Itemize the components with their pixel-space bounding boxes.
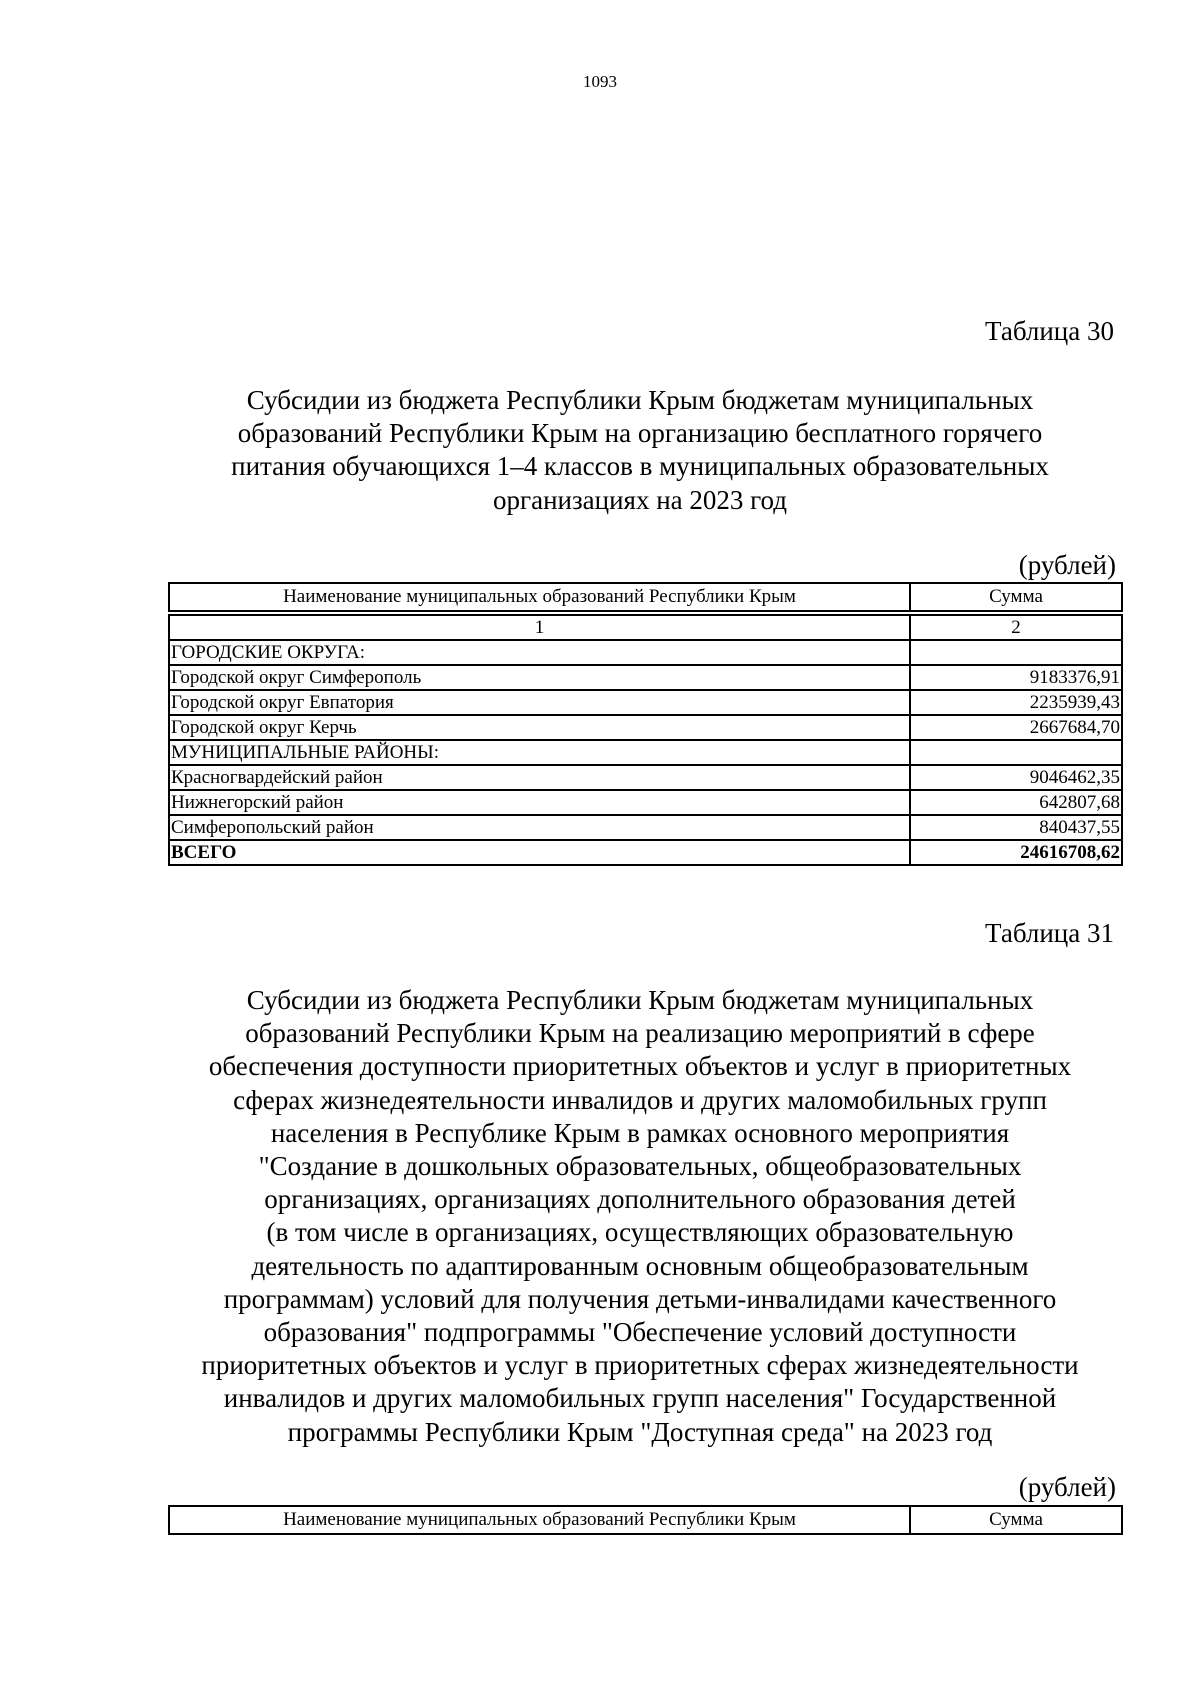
title-line: населения в Республике Крым в рамках основного мероприятия [270, 1117, 1010, 1148]
column-number: 2 [910, 615, 1122, 640]
table-header-row [169, 1506, 1122, 1534]
column-number: 1 [169, 615, 910, 640]
row-sum: 840437,55 [910, 815, 1122, 840]
table-row [169, 740, 1122, 765]
header-sum: Сумма [910, 1506, 1122, 1534]
page-number: 1093 [583, 72, 617, 91]
column-number-row [169, 615, 1122, 640]
total-row [169, 840, 1122, 865]
header-sum: Сумма [910, 583, 1122, 611]
title-line: инвалидов и других маломобильных групп населения" Государственной [223, 1383, 1057, 1414]
title-line: питания обучающихся 1–4 классов в муниципальных образовательных [231, 451, 1049, 482]
row-name: Нижнегорский район [169, 790, 910, 815]
title-line: образования" подпрограммы "Обеспечение условий доступности [263, 1317, 1017, 1348]
row-name: Симферопольский район [169, 815, 910, 840]
table-header-row [169, 583, 1122, 611]
table-31-unit: (рублей) [1018, 1472, 1116, 1502]
title-line: приоритетных объектов и услуг в приоритетных сферах жизнедеятельности [201, 1350, 1079, 1381]
table-row [169, 765, 1122, 790]
row-sum [910, 640, 1122, 665]
title-line: программы Республики Крым "Доступная среда" на 2023 год [287, 1416, 993, 1447]
title-line: "Создание в дошкольных образовательных, общеобразовательных [258, 1151, 1022, 1182]
header-name: Наименование муниципальных образований Республики Крым [169, 1506, 910, 1534]
table-31-label: Таблица 31 [985, 918, 1114, 948]
title-line: (в том числе в организациях, осуществляющих образовательную [266, 1217, 1014, 1248]
title-line: образований Республики Крым на организацию бесплатного горячего [237, 418, 1043, 449]
row-sum [910, 740, 1122, 765]
row-name: МУНИЦИПАЛЬНЫЕ РАЙОНЫ: [169, 740, 910, 765]
row-sum: 642807,68 [910, 790, 1122, 815]
title-line: сферах жизнедеятельности инвалидов и других маломобильных групп [233, 1084, 1047, 1115]
table-31-title [160, 984, 1120, 1449]
table-30 [168, 582, 1123, 866]
table-row [169, 640, 1122, 665]
row-name: Красногвардейский район [169, 765, 910, 790]
row-name: Городской округ Керчь [169, 715, 910, 740]
table-30-title [160, 384, 1120, 517]
row-sum: 9046462,35 [910, 765, 1122, 790]
title-line: деятельность по адаптированным основным общеобразовательным [251, 1250, 1029, 1281]
table-row [169, 690, 1122, 715]
title-line: организациях на 2023 год [493, 484, 787, 515]
header-name: Наименование муниципальных образований Республики Крым [169, 583, 910, 611]
total-sum: 24616708,62 [910, 840, 1122, 865]
table-row [169, 715, 1122, 740]
row-name: Городской округ Евпатория [169, 690, 910, 715]
title-line: Субсидии из бюджета Республики Крым бюджетам муниципальных [246, 985, 1034, 1015]
title-line: Субсидии из бюджета Республики Крым бюджетам муниципальных [246, 385, 1034, 415]
table-row [169, 790, 1122, 815]
row-sum: 2235939,43 [910, 690, 1122, 715]
row-sum: 9183376,91 [910, 665, 1122, 690]
total-label: ВСЕГО [169, 840, 910, 865]
table-row [169, 815, 1122, 840]
table-30-unit: (рублей) [1018, 550, 1116, 580]
table-row [169, 665, 1122, 690]
row-name: ГОРОДСКИЕ ОКРУГА: [169, 640, 910, 665]
table-31 [168, 1505, 1123, 1535]
table-30-label: Таблица 30 [985, 316, 1114, 346]
title-line: организациях, организациях дополнительного образования детей [264, 1184, 1016, 1215]
title-line: программам) условий для получения детьми-инвалидами качественного [223, 1283, 1057, 1314]
title-line: образований Республики Крым на реализацию мероприятий в сфере [245, 1018, 1035, 1049]
title-line: обеспечения доступности приоритетных объектов и услуг в приоритетных [208, 1051, 1072, 1082]
row-name: Городской округ Симферополь [169, 665, 910, 690]
row-sum: 2667684,70 [910, 715, 1122, 740]
